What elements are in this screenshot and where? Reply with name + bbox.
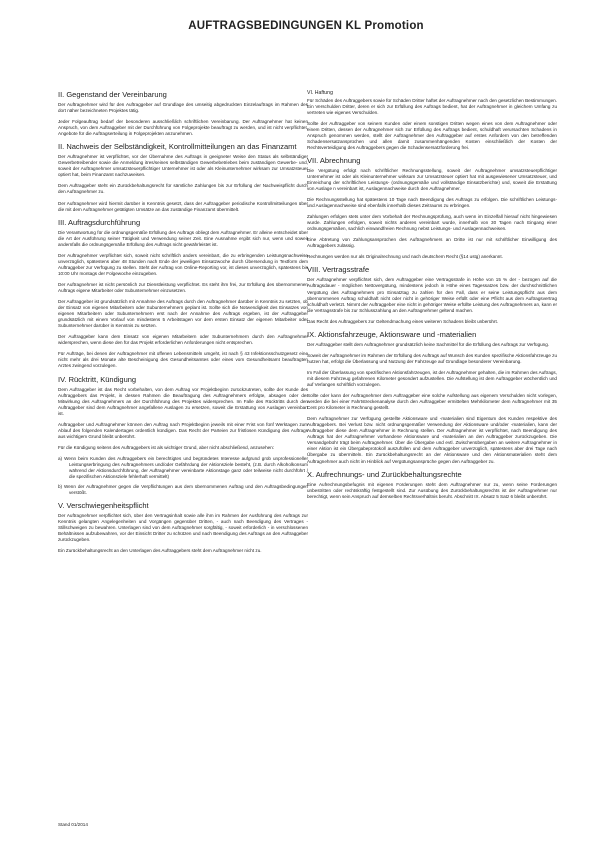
section-heading: IX. Aktionsfahrzeuge, Aktionsware und -materialien	[307, 329, 477, 339]
section-paragraph: Eine Abtretung von Zahlungsansprüchen des Auftragnehmers an Dritte ist nur mit schriftlicher Einwilligung des Auftraggebers zulässig.	[307, 237, 557, 249]
section-paragraph: Dem Auftraggeber ist das Recht vorbehalten, von dem Auftrag vor Projektbeginn zurückzutreten, sollte der Kunde des Auftraggebers das Projekt, in dessen Rahmen die Beauftragung des Auftragnehmers erfolgte, absagen oder der Mitwirkung des Auftragnehmers an der Durchführung des Projektes widersprechen. Im Falle des Rücktritts durch den Auftraggeber sind dem Auftragnehmer angefallene Auslagen zu ersetzen, soweit die Erstattung von Auslagen vereinbart ist.	[58, 386, 308, 416]
section-paragraph: Eine Aufrechnungsbefugnis mit eigenen Forderungen steht dem Auftragnehmer nur zu, wenn seine Forderungen unbestritten oder rechtskräftig festgestellt sind. Zur Ausübung des Zurückbehaltungsrechts ist der Auftragnehmer nur berechtigt, wenn sein Anspruch auf demselben Rechtsverhältnis beruht. Abschnitt IX. Absatz 5 Satz 6 bleibt unberührt.	[307, 481, 557, 499]
list-item: b) Wenn der Auftragnehmer gegen die Verpflichtungen aus dem übernommenen Auftrag und den Auftragsbedingungen verstößt.	[58, 484, 308, 496]
section-paragraph: Ein Zurückbehaltungsrecht an den Unterlagen des Auftraggebers steht dem Auftragnehmer nicht zu.	[58, 548, 262, 554]
section-paragraph: Im Fall der Überlassung von spezifischen Aktionsfahrzeugen, ist der Auftragnehmer gehalten, die im Rahmen des Auftrags, mit diesem Fahrzeug gefahrenen Kilometer gesondert aufzustellen. Die Aufstellung ist dem Auftraggeber wöchentlich und auf Verlangen schriftlich vorzulegen.	[307, 369, 557, 387]
section-paragraph: Der Auftragnehmer verpflichtet sich, über den Vertragsinhalt sowie alle ihm im Rahmen der Ausführung des Auftrags zur Kenntnis gelangten Angelegenheiten und Vorgängen gegenüber Dritten, - auch nach Beendigung des Vertrages - Stillschweigen zu bewahren. Unterlagen sind von dem Auftragnehmer sorgfältig, - soweit erforderlich - in verschlossenen Behältnissen aufzubewahren, vor der Einsicht Dritter zu schützen und nach Beendigung des Auftrags an den Auftraggeber zurückzugeben.	[58, 513, 308, 543]
left-column	[58, 90, 308, 559]
section-paragraph: Für die Kündigung seitens des Auftraggebers ist als wichtiger Grund, aber nicht abschließend, anzusehen:	[58, 444, 275, 450]
section-paragraph: Dem Auftraggeber steht ein Zurückbehaltungsrecht für sämtliche Zahlungen bis zur Erfüllung der Nachweispflicht durch den Auftragnehmer zu.	[58, 183, 308, 195]
section-paragraph: Der Auftraggeber stellt dem Auftragnehmer grundsätzlich keine Sachmittel für die Erfüllung des Auftrags zur Verfügung.	[307, 341, 550, 347]
section-heading: III. Auftragsdurchführung	[58, 217, 141, 227]
section-paragraph: Sollte der Auftraggeber von seinem Kunden oder einem sonstigen Dritten wegen eines von dem Auftragnehmer oder einem Dritten, dessen der Auftragnehmer sich zur Erfüllung des Auftrags bedient, schuldhaft verursachten Schadens in Anspruch genommen werden, stellt der Auftragnehmer den Auftraggeber auf erstes Anfordern von den betreffenden Schadensersatzansprüchen und allen damit zusammenhängenden Kosten einschließlich der Kosten der Rechtsverteidigung des Auftraggebers gegen die Schadensersatzforderung frei.	[307, 120, 557, 150]
section-paragraph: Für Schäden des Auftraggebers sowie für Schäden Dritter haftet der Auftragnehmer nach den gesetzlichen Bestimmungen. Ein Verschulden Dritter, deren er sich zur Erfüllung des Auftrags bedient, hat der Auftragnehmer in gleichem Umfang zu vertreten wie eigenes Verschulden.	[307, 97, 557, 115]
section-paragraph: Der Auftragnehmer verpflichtet sich, soweit nicht schriftlich anders vereinbart, die zu erbringenden Leistungsnachweise unverzüglich, spätestens aber 48 Stunden nach Ende der jeweiligen Einsatzwoche durch Übersendung in Textform dem Auftraggeber zur Verfügung zu stellen. Steht der Auftrag von Online-Reporting vor, ist dieses unverzüglich, spätestens bis 10:00 Uhr montags der Folgewoche einzugeben.	[58, 252, 308, 276]
list-item: a) Wenn beim Kunden des Auftraggebers ein berechtigtes und begründetes Interesse aufgrund grob unprofessioneller Leistungserbringung des Auftragnehmers und/oder Gefährdung der Aktionsziele besteht, (z.B. durch Alkoholkonsum während der Aktionsdurchführung, der Auftragnehmer vereinbarte Aktionstage ganz oder teilweise nicht durchführt / die spezifischen Aktionsziele fehlerhaft vermittelt)	[58, 455, 308, 480]
section-paragraph: Die Vergütung erfolgt nach schriftlicher Rechnungsstellung, soweit der Auftragnehmer umsatzsteuerpflichtiger Unternehmer ist oder als Kleinunternehmer wirksam zur Umsatzsteuer optiert hat mit ausgewiesener Umsatzsteuer, und Einreichung der schriftlichen Leistungs- (ordnungsgemäße und vollständige Einsatzberichte) und, soweit die Erstattung von Auslage n vereinbart ist, Auslagennachweise durch den Auftragnehmer.	[307, 167, 557, 192]
section-paragraph: Der Auftragnehmer ist nicht persönlich zur Dienstleistung verpflichtet. Es steht ihm frei, zur Erfüllung des übernommenen Auftrags eigene Mitarbeiter oder Subunternehmer einzusetzen.	[58, 281, 308, 293]
section-paragraph: Der Auftragnehmer ist verpflichtet, vor der Übernahme des Auftrags in geeigneter Weise den Status als selbständiger Gewerbetreibender sowie die Anmeldung itres/seines selbständigen Gewerbebetriebes beim zuständigen Gewerbe- und, soweit der Auftragnehmer umsatzsteuerpflichtiger Unternehmer ist oder als Kleinunternehmer wirksam zur Umsatzsteuer optiert hat, beim Finanzamt nachzuweisen.	[58, 154, 308, 178]
section-paragraph: Der Auftragnehmer wird hiermit darüber in Kenntnis gesetzt, dass der Auftraggeber periodische Kontrollmitteilungen über die mit dem Auftragnehmer getätigten Umsätze an das zuständige Finanzamt übermittelt.	[58, 200, 308, 212]
section-heading: II. Nachweis der Selbständigkeit, Kontrollmitteilungen an das Finanzamt	[58, 142, 297, 152]
section-heading: VII. Abrechnung	[307, 155, 361, 165]
section-paragraph: Dem Auftragnehmer zur Verfügung gestellte Aktionsware und -materialien sind Eigentum des Kunden respektive des Auftraggebers. Bei Verlust bzw. nicht ordnungsgemäßer Verwendung der Aktionsware und/oder -materialien, kann der Auftraggeber diese dem Auftragnehmer in Rechnung stellen. Der Auftragnehmer ist verpflichtet, nach Beendigung des Auftrags hat der Auftragnehmer vorhandene Aktionsware und -materialien an den Auftraggeber zurückzugeben. Die Versandgebühr trägt beim Auftragnehmer. Über die Übergabe und evtl. Zwischenübergaben an weitere Auftragnehmer in einer Aktion ist ein Übergabeprotokoll auszufüllen und dem Auftraggeber unverzüglich, spätestens aber drei Tage nach Übergabe zu übermitteln. Ein Zurückbehaltungsrecht an der Aktionsware und den Aktionsmaterialien steht dem Auftragnehmer auch nicht im Hinblick auf Vergütungsansprüche gegen den Auftraggeber zu.	[307, 416, 557, 464]
section-paragraph: Der Auftragnehmer verpflichtet sich, dem Auftraggeber eine Vertragsstrafe in Höhe von 15 % der - bezogen auf die Auftragsdauer - möglichen Nettovergütung, mindestens jedoch in Höhe eines Tagessatzes bzw. der durchschnittlichen Vergütung des Auftragnehmers pro Einsatztag zu zahlen für den Fall, dass er seine Leistungspflicht aus dem übernommenen Auftrag schuldhaft nicht oder nicht in gehöriger Weise erfüllt oder eine Pflicht aus dem Auftragsvertrag schuldhaft verletzt. Nimmt der Auftraggeber eine nicht in gehöriger Weise erfüllte Leistung des Auftragnehmers an, kann er die Vertragsstrafe bis zur Schlusszahlung an den Auftragnehmer geltend machen.	[307, 277, 557, 313]
section-heading: VIII. Vertragsstrafe	[307, 265, 370, 275]
footer-date: Stand 01/2014	[58, 822, 88, 827]
section-paragraph: Der Auftraggeber kann dem Einsatz von eigenen Mitarbeitern oder Subunternehmern durch den Auftragnehmer widersprechen, wenn diese den für das Projekt erforderlichen Anforderungen nicht entsprechen.	[58, 334, 308, 346]
right-column	[307, 90, 557, 505]
document-title: AUFTRAGSBEDINGUNGEN KL Promotion	[188, 20, 424, 32]
section-paragraph: Das Recht des Auftraggebers zur Geltendmachung eines weiteren Schadens bleibt unberührt.	[307, 318, 499, 324]
termination-reasons-list	[58, 456, 308, 496]
section-heading: V. Verschwiegenheitspflicht	[58, 501, 149, 511]
section-paragraph: Für Aufträge, bei denen der Auftragnehmer mit offenen Lebensmitteln umgeht, ist nach § 43 Infektionsschutzgesetz eine nicht mehr als drei Monate alte Bescheinigung des Gesundheitsamtes oder eines vom Gesundheitsamt beauftragten Arztes zwingend vorzulegen.	[58, 351, 308, 369]
section-paragraph: Sollte oder kann der Auftragnehmer dem Auftraggeber eine solche Aufstellung aus eigenem Verschulden nicht vorlegen, werden die bei einer Fahrtstreckenanalyse durch den Auftraggeber ermittelten Mehrkilometer dem Auftragnehmer mit 35 Cent pro Kilometer in Rechnung gestellt.	[307, 393, 557, 411]
section-heading: II. Gegenstand der Vereinbarung	[58, 90, 167, 99]
section-paragraph: Jeder Folgeauftrag bedarf der besonderen ausschließlich schriftlichen Vereinbarung. Der Auftragnehmer hat keinen Anspruch, von dem Auftraggeber mit der Durchführung von Folgeprojekte beauftragt zu werden, und ist nicht verpflichtet, Angebote für die Auftragserteilung in Folgeprojekten anzunehmen.	[58, 119, 308, 137]
section-paragraph: Der Auftragnehmer wird für den Auftraggeber auf Grundlage des umseitig abgedruckten Einzelauftrags im Rahmen des dort näher bezeichneten Projektes tätig.	[58, 102, 308, 114]
section-paragraph: Die Rechnungsstellung hat spätestens 10 Tage nach Beendigung des Auftrags zu erfolgen. Die schriftlichen Leistungs- und Auslagennachweise sind ebenfalls innerhalb dieses Zeitraums zu erbringen.	[307, 197, 557, 209]
section-heading: X. Aufrechnungs- und Zurückbehaltungsrechte	[307, 469, 462, 479]
section-paragraph: Rechnungen werden nur als Originalrechnung und nach deutschem Recht (§14 ustg) anerkannt.	[307, 254, 503, 260]
section-heading: VI. Haftung	[307, 90, 333, 96]
section-paragraph: Zahlungen erfolgen stets unter dem Vorbehalt der Rechnungsprüfung, auch wenn im Einzelfall hierauf nicht hingewiesen wurde. Zahlungen erfolgen, soweit nichts anderes vereinbart wurde, innerhalb von 30 Tagen nach Eingang einer ordnungsgemäßen, sachlich einwandfreien Rechnung nebst Leistungs- und Auslagennachweisen.	[307, 214, 557, 232]
section-paragraph: Der Auftraggeber ist grundsätzlich mit Annahme des Auftrags durch den Auftragnehmer darüber in Kenntnis zu setzten, ob der Einsatz von eigenen Mitarbeitern oder Subunternehmern geplant ist. Sollte sich die Notwendigkeit des Einsatzes von eigenen Mitarbeitern oder Subunternehmern erst nach der Annahme des Auftrags ergeben, ist der Auftraggeber grundsätzlich mit einem Vorlauf von mindestens 5 Arbeitstagen vor dem ersten Einsatz der eigenen Mitarbeiter oder Subunternehmer darüber in Kenntnis zu setzten.	[58, 299, 308, 329]
section-heading: IV. Rücktritt, Kündigung	[58, 374, 137, 384]
section-paragraph: Auftraggeber und Auftragnehmer können den Auftrag nach Projektbeginn jeweils mit einer Frist von fünf Werktagen zum Ablauf des folgenden Kalendertages ordentlich kündigen. Das Recht der Parteien zur fristlosen Kündigung des Auftrags aus wichtigem Grund bleibt unberührt.	[58, 421, 308, 439]
section-paragraph: Die Verantwortung für die ordnungsgemäße Erfüllung des Auftrags obliegt dem Auftragnehmer. Er alleine entscheidet über die Art der Ausführung seiner Tätigkeit und Verwendung seiner Zeit. Eine Ausnahme ergibt sich nur, wenn und soweit andernfalls die ordnungsgemäße Erfüllung des Auftrags nicht gewährleistet ist.	[58, 229, 308, 247]
section-paragraph: Soweit der Auftragnehmer im Rahmen der Erfüllung des Auftrags auf Wunsch des Kunden spezifische Aktionsfahrzeuge zu nutzen hat, erfolgt die Überlassung und Nutzung der Fahrzeuge auf Grundlage besonderer Vereinbarung.	[307, 352, 557, 364]
